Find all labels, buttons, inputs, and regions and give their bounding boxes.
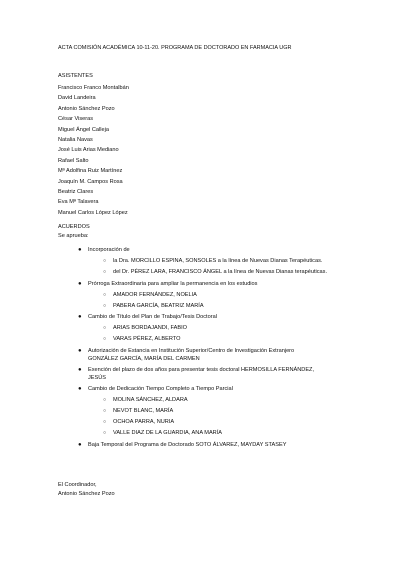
- attendee-name: Mª Adolfina Ruiz Martínez: [58, 168, 123, 175]
- bullet-icon: ●: [78, 386, 82, 392]
- bullet-icon: ●: [78, 367, 82, 373]
- agreement-label: Cambio de Dedicación Tiempo Completo a Tiempo Parcial: [88, 386, 233, 392]
- attendee-name: Rafael Salto: [58, 157, 89, 164]
- bullet-icon: ●: [78, 442, 82, 448]
- bullet-icon: ●: [78, 314, 82, 320]
- document-page: ACTA COMISIÓN ACADÉMICA 10-11-20. PROGRAMA DE DOCTORADO EN FARMACIA UGR ASISTENTES Francisco Franco Montalbán David Landeira Antonio Sánchez Pozo César Viseras Miguel Ángel Calleja Natalia Navas José Luis Arias Mediano Rafael Salto Mª Adolfina Ruiz Martínez Joaquín M. Campos Rosa Beatriz Clares Eva Mª Talavera Manuel Carlos López López ACUERDOS Se aprueba: ● Incorporación de ○ la Dra. MORCILLO ESPINA, SONSOLES a la línea de Nuevas Dianas Terapéuticas. ○ del Dr. PÉREZ LARA, FRANCISCO ÁNGEL a la línea de Nuevas Dianas terapéuticas. ● Prórroga Extraordinaria para ampliar la permanencia en los estudios ○ AMADOR FERNÁNDEZ, NOELIA ○ PABERA GARCÍA, BEATRIZ MARÍA ● Cambio de Título del Plan de Trabajo/Tesis Doctoral ○ ARIAS BORDAJANDI, FABIO ○ VARAS PÉREZ, ALBERTO ● Autorización de Estancia en Institución Superior/Centro de Investigación Extranjero GONZÁLEZ GARCÍA, MARÍA DEL CARMEN ● Exención del plazo de dos años para presentar tesis doctoral HERMOSILLA FERNÁNDEZ, JESÚS ● Cambio de Dedicación Tiempo Completo a Tiempo Parcial ○ MOLINA SÁNCHEZ, ALDARA ○ NEVOT BLANC, MARÍA ○ OCHOA PARRA, NURIA ○ VALLE DIAZ DE LA GUARDIA, ANA MARÍA ● Baja Temporal del Programa de Doctorado SOTO ÁLVAREZ, MAYDAY STASEY El Coordinador, Antonio Sánchez Pozo: [58, 45, 327, 497]
- circle-bullet-icon: ○: [103, 419, 107, 425]
- attendee-name: Eva Mª Talavera: [58, 199, 99, 206]
- agreement-label: Cambio de Título del Plan de Trabajo/Tesis Doctoral: [88, 314, 217, 320]
- attendee-name: César Viseras: [58, 116, 94, 123]
- attendee-name: Natalia Navas: [58, 136, 93, 143]
- circle-bullet-icon: ○: [103, 336, 107, 342]
- attendee-list: [58, 83, 129, 218]
- agreement-label: Prórroga Extraordinaria para ampliar la permanencia en los estudios: [88, 281, 258, 287]
- attendee-name: Francisco Franco Montalbán: [58, 85, 129, 91]
- circle-bullet-icon: ○: [103, 258, 107, 264]
- attendees-heading: ASISTENTES: [58, 73, 93, 79]
- circle-bullet-icon: ○: [103, 269, 107, 275]
- circle-bullet-icon: ○: [103, 303, 107, 309]
- bullet-icon: ●: [78, 348, 82, 354]
- circle-bullet-icon: ○: [103, 408, 107, 414]
- circle-bullet-icon: ○: [103, 325, 107, 331]
- bullet-icon: ●: [78, 281, 82, 287]
- signature-name: Antonio Sánchez Pozo: [58, 491, 115, 497]
- attendee-name: Beatriz Clares: [58, 188, 94, 195]
- attendee-name: David Landeira: [58, 95, 96, 102]
- attendee-name: Joaquín M. Campos Rosa: [58, 178, 123, 185]
- circle-bullet-icon: ○: [103, 430, 107, 436]
- approved-label: Se aprueba:: [58, 233, 89, 239]
- agreement-label: Baja Temporal del Programa de Doctorado SOTO ÁLVAREZ, MAYDAY STASEY: [88, 442, 287, 448]
- attendee-name: Antonio Sánchez Pozo: [58, 105, 115, 112]
- agreement-label: Incorporación de: [88, 247, 130, 253]
- attendee-name: Miguel Ángel Calleja: [58, 126, 109, 133]
- bullet-icon: ●: [78, 247, 82, 253]
- circle-bullet-icon: ○: [103, 292, 107, 298]
- attendee-name: Manuel Carlos López López: [58, 209, 128, 216]
- document-title: ACTA COMISIÓN ACADÉMICA 10-11-20. PROGRAMA DE DOCTORADO EN FARMACIA UGR: [58, 45, 292, 51]
- attendee-name: José Luis Arias Mediano: [58, 147, 119, 154]
- signature-role: El Coordinador,: [58, 482, 97, 488]
- circle-bullet-icon: ○: [103, 397, 107, 403]
- agreements-heading: ACUERDOS: [58, 224, 90, 230]
